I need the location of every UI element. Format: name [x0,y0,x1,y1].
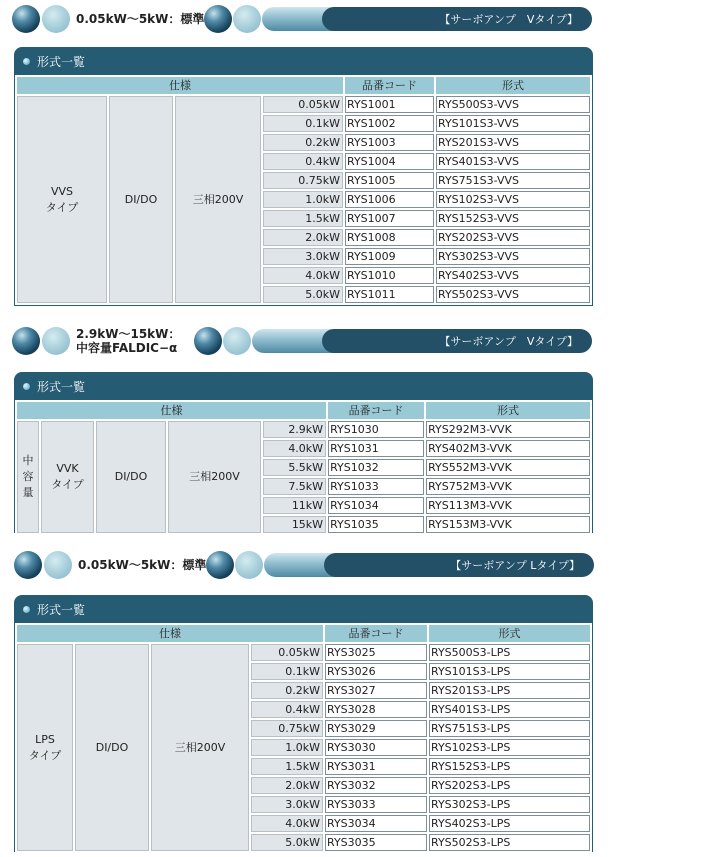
section-header [0,326,600,356]
code-cell: RYS1007 [345,210,434,227]
model-cell: RYS101S3-LPS [429,663,590,680]
spec-cell: LPS タイプ [17,644,73,851]
sphere-icon [44,551,72,579]
code-cell: RYS1009 [345,248,434,265]
section-header-title: 0.05kW〜5kW：標準 [76,12,205,26]
spec-cell: 三相200V [175,96,261,303]
section-header-label: 【サーボアンプ Lタイプ】 [324,553,594,577]
code-cell: RYS1034 [328,497,424,514]
code-cell: RYS3026 [325,663,427,680]
model-cell: RYS202S3-VVS [436,229,590,246]
code-cell: RYS1003 [345,134,434,151]
code-cell: RYS1008 [345,229,434,246]
model-cell: RYS500S3-VVS [436,96,590,113]
code-cell: RYS3031 [325,758,427,775]
model-cell: RYS102S3-LPS [429,739,590,756]
model-list-panel [14,47,593,306]
power-cell: 4.0kW [251,815,323,832]
model-cell: RYS101S3-VVS [436,115,590,132]
sphere-icon [223,327,251,355]
sphere-icon [42,327,70,355]
power-cell: 2.9kW [263,421,326,438]
column-header-model: 形式 [429,625,590,642]
bullet-icon [23,606,30,613]
table-row [17,644,590,661]
spec-cell: 三相200V [151,644,249,851]
model-table [15,623,592,853]
model-list-panel [14,372,593,533]
code-cell: RYS1004 [345,153,434,170]
power-cell: 0.1kW [263,115,343,132]
table-header-row [17,402,590,419]
table-row [17,421,590,438]
power-cell: 1.5kW [263,210,343,227]
sphere-icon [12,327,40,355]
column-header-spec: 仕様 [17,625,323,642]
column-header-model: 形式 [436,77,590,94]
power-cell: 0.05kW [251,644,323,661]
model-table [15,400,592,535]
power-cell: 3.0kW [251,796,323,813]
panel-title-bar [15,47,592,75]
section-header-title: 2.9kW〜15kW： 中容量FALDIC−α [76,327,181,355]
power-cell: 5.5kW [263,459,326,476]
code-cell: RYS1033 [328,478,424,495]
power-cell: 0.4kW [263,153,343,170]
model-cell: RYS552M3-VVK [426,459,590,476]
section-header [0,550,600,580]
model-cell: RYS152S3-LPS [429,758,590,775]
sphere-icon [206,551,234,579]
column-header-model: 形式 [426,402,590,419]
power-cell: 0.4kW [251,701,323,718]
column-header-code: 品番コード [325,625,427,642]
code-cell: RYS3029 [325,720,427,737]
bullet-icon [23,383,30,390]
model-cell: RYS153M3-VVK [426,516,590,533]
section-header-title: 0.05kW〜5kW：標準 [78,558,207,572]
model-cell: RYS402M3-VVK [426,440,590,457]
code-cell: RYS1031 [328,440,424,457]
power-cell: 2.0kW [263,229,343,246]
code-cell: RYS1001 [345,96,434,113]
power-cell: 5.0kW [263,286,343,303]
column-header-spec: 仕様 [17,402,326,419]
panel-title: 形式一覧 [37,54,86,69]
panel-title: 形式一覧 [37,602,86,617]
model-cell: RYS202S3-LPS [429,777,590,794]
spec-cell: DI/DO [75,644,149,851]
panel-title-bar [15,372,592,400]
model-cell: RYS502S3-LPS [429,834,590,851]
model-cell: RYS201S3-LPS [429,682,590,699]
power-cell: 1.0kW [251,739,323,756]
model-cell: RYS502S3-VVS [436,286,590,303]
power-cell: 4.0kW [263,267,343,284]
model-list-panel [14,595,593,852]
panel-title: 形式一覧 [37,379,86,394]
model-cell: RYS751S3-LPS [429,720,590,737]
sphere-icon [233,5,261,33]
power-cell: 5.0kW [251,834,323,851]
section-header [0,4,600,34]
model-cell: RYS500S3-LPS [429,644,590,661]
power-cell: 2.0kW [251,777,323,794]
spec-cell: 中 容 量 [17,421,39,533]
code-cell: RYS1032 [328,459,424,476]
code-cell: RYS1006 [345,191,434,208]
code-cell: RYS3035 [325,834,427,851]
code-cell: RYS1030 [328,421,424,438]
table-header-row [17,77,590,94]
code-cell: RYS3030 [325,739,427,756]
model-cell: RYS201S3-VVS [436,134,590,151]
sphere-icon [14,551,42,579]
power-cell: 0.1kW [251,663,323,680]
column-header-code: 品番コード [345,77,434,94]
code-cell: RYS3025 [325,644,427,661]
power-cell: 1.0kW [263,191,343,208]
model-cell: RYS401S3-LPS [429,701,590,718]
code-cell: RYS3032 [325,777,427,794]
section-header-label: 【サーボアンプ Vタイプ】 [322,329,592,353]
model-cell: RYS751S3-VVS [436,172,590,189]
code-cell: RYS1035 [328,516,424,533]
model-cell: RYS152S3-VVS [436,210,590,227]
power-cell: 11kW [263,497,326,514]
sphere-icon [235,551,263,579]
power-cell: 7.5kW [263,478,326,495]
power-cell: 4.0kW [263,440,326,457]
model-cell: RYS302S3-VVS [436,248,590,265]
power-cell: 0.2kW [251,682,323,699]
sphere-icon [12,5,40,33]
model-cell: RYS402S3-VVS [436,267,590,284]
table-row [17,96,590,113]
code-cell: RYS1005 [345,172,434,189]
power-cell: 3.0kW [263,248,343,265]
bullet-icon [23,58,30,65]
code-cell: RYS3033 [325,796,427,813]
column-header-code: 品番コード [328,402,424,419]
code-cell: RYS1002 [345,115,434,132]
code-cell: RYS3027 [325,682,427,699]
code-cell: RYS1011 [345,286,434,303]
power-cell: 1.5kW [251,758,323,775]
model-cell: RYS292M3-VVK [426,421,590,438]
model-cell: RYS402S3-LPS [429,815,590,832]
model-cell: RYS113M3-VVK [426,497,590,514]
model-table [15,75,592,305]
spec-cell: VVS タイプ [17,96,107,303]
code-cell: RYS3028 [325,701,427,718]
table-header-row [17,625,590,642]
power-cell: 15kW [263,516,326,533]
spec-cell: VVK タイプ [41,421,94,533]
sphere-icon [204,5,232,33]
power-cell: 0.05kW [263,96,343,113]
spec-cell: DI/DO [109,96,173,303]
model-cell: RYS752M3-VVK [426,478,590,495]
panel-title-bar [15,595,592,623]
model-cell: RYS302S3-LPS [429,796,590,813]
sphere-icon [194,327,222,355]
spec-cell: DI/DO [96,421,166,533]
code-cell: RYS1010 [345,267,434,284]
power-cell: 0.75kW [251,720,323,737]
column-header-spec: 仕様 [17,77,343,94]
code-cell: RYS3034 [325,815,427,832]
model-cell: RYS401S3-VVS [436,153,590,170]
power-cell: 0.2kW [263,134,343,151]
section-header-label: 【サーボアンプ Vタイプ】 [322,7,592,31]
model-cell: RYS102S3-VVS [436,191,590,208]
power-cell: 0.75kW [263,172,343,189]
spec-cell: 三相200V [168,421,261,533]
sphere-icon [42,5,70,33]
